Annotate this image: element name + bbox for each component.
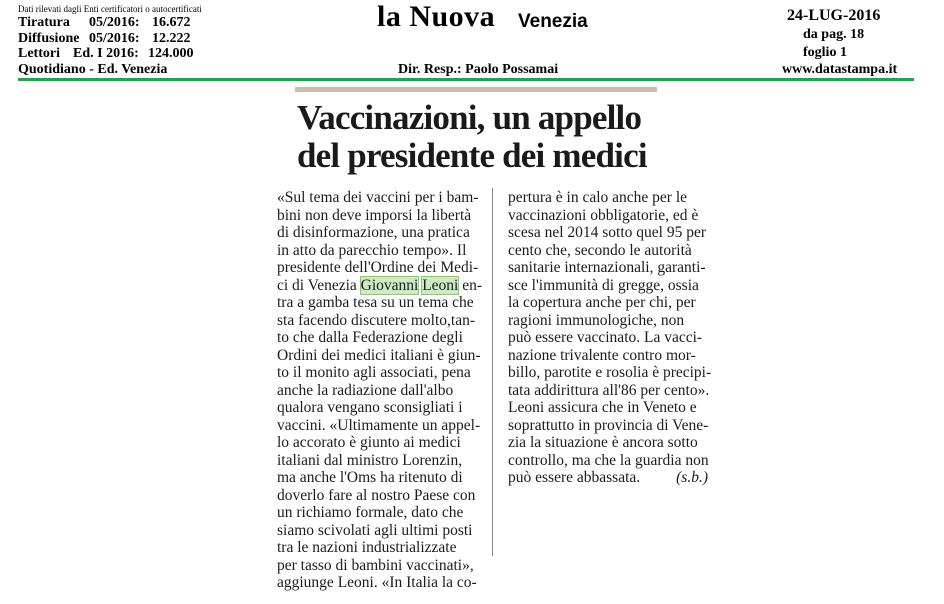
text-line: «Sul tema dei vaccini per i bam-: [277, 189, 479, 206]
sheet-ref: foglio 1: [803, 45, 847, 60]
text-line: vaccinazioni obbligatorie, ed è: [508, 206, 699, 224]
highlighted-last-name[interactable]: Leoni: [422, 276, 459, 294]
text-line: pertura è in calo anche per le: [508, 189, 688, 206]
text-fragment: en-: [462, 276, 483, 294]
text-line: in atto da parecchio tempo». Il: [277, 241, 467, 259]
text-line: doverlo fare al nostro Paese con: [277, 486, 476, 504]
column-divider: [492, 188, 493, 556]
text-line: to il monito agli associati, pena: [277, 364, 471, 381]
text-fragment: ci di Venezia: [277, 276, 357, 294]
text-line: un richiamo formale, dato che: [277, 504, 464, 521]
director: Dir. Resp.: Paolo Possamai: [398, 62, 559, 77]
section-bar: [295, 87, 657, 92]
diffusione-value: 12.222: [152, 31, 191, 46]
page-ref: da pag. 18: [803, 27, 865, 42]
text-line: tata addirittura all'86 per cento».: [508, 381, 710, 399]
text-line: controllo, ma che la guardia non: [508, 451, 709, 469]
text-line: aggiunge Leoni. «In Italia la co-: [277, 574, 477, 591]
headline: [297, 99, 677, 175]
text-line-with-name: [277, 276, 483, 295]
highlighted-first-name[interactable]: Giovanni: [360, 276, 419, 294]
text-line: zia la situazione è ancora sotto: [508, 434, 698, 451]
tiratura-value: 16.672: [152, 15, 191, 30]
text-line: ragioni immunologiche, non: [508, 311, 685, 329]
text-line: scesa nel 2014 sotto quel 95 per: [508, 224, 707, 241]
text-line: lo accorato è giunto ai medici: [277, 434, 461, 451]
text-line: siamo scivolati agli ultimi posti: [277, 521, 473, 539]
text-line: sta facendo discutere molto,tan-: [277, 311, 475, 329]
publication-date: 24-LUG-2016: [787, 7, 881, 24]
text-line: to che dalla Federazione degli: [277, 329, 463, 346]
edition-label: Quotidiano - Ed. Venezia: [18, 62, 168, 77]
newspaper-logo: la Nuova: [377, 0, 496, 33]
text-line: presidente dell'Ordine dei Medi-: [277, 259, 479, 276]
tiratura-period: 05/2016:: [89, 15, 140, 30]
article-column-2: [508, 189, 712, 487]
text-line: qualora vengano sconsigliati i: [277, 399, 463, 416]
header-rule: [18, 78, 914, 81]
text-line: la copertura anche per chi, per: [508, 294, 696, 311]
text-line: sce l'immunità di gregge, ossia: [508, 276, 699, 294]
text-line: Leoni assicura che in Veneto e: [508, 399, 697, 416]
text-line: può essere vaccinato. La vacci-: [508, 329, 703, 346]
headline-line-2: del presidente dei medici: [297, 136, 647, 175]
diffusione-label: Diffusione: [18, 31, 80, 46]
text-line: soprattutto in provincia di Vene-: [508, 416, 709, 434]
text-line: bini non deve imporsi la libertà: [277, 206, 472, 224]
text-line: ma anche l'Oms ha ritenuto di: [277, 469, 463, 486]
text-line: tra le nazioni industrializzate: [277, 539, 457, 556]
tiratura-label: Tiratura: [18, 15, 70, 30]
text-line: Ordini dei medici italiani è giun-: [277, 346, 481, 364]
text-line: italiani dal ministro Lorenzin,: [277, 451, 463, 469]
newspaper-logo-edition: Venezia: [518, 11, 588, 32]
text-line: tra a gamba tesa su un tema che: [277, 294, 474, 311]
text-line: vaccini. «Ultimamente un appel-: [277, 416, 481, 434]
diffusione-period: 05/2016:: [89, 31, 140, 46]
lettori-period: Ed. I 2016:: [73, 46, 139, 61]
text-line: nazione trivalente contro mor-: [508, 346, 696, 364]
headline-line-1: Vaccinazioni, un appello: [297, 98, 642, 137]
text-line: billo, parotite e rosolia è precipi-: [508, 364, 712, 381]
lettori-value: 124.000: [148, 46, 194, 61]
article-column-1: [277, 189, 483, 592]
source-note: Dati rilevati dagli Enti certificatori o autocertificati: [18, 4, 202, 14]
text-line: di disinformazione, una pratica: [277, 224, 470, 241]
text-line: cento che, secondo le autorità: [508, 241, 692, 259]
author-signature: (s.b.): [676, 469, 708, 486]
lettori-label: Lettori: [18, 46, 60, 61]
text-line: per tasso di bambini vaccinati»,: [277, 556, 474, 574]
text-fragment: può essere abbassata.: [508, 469, 641, 486]
website: www.datastampa.it: [782, 62, 898, 77]
text-line-last: [508, 469, 708, 487]
text-line: anche la radiazione dall'albo: [277, 381, 454, 399]
text-line: sanitarie internazionali, garanti-: [508, 259, 706, 276]
